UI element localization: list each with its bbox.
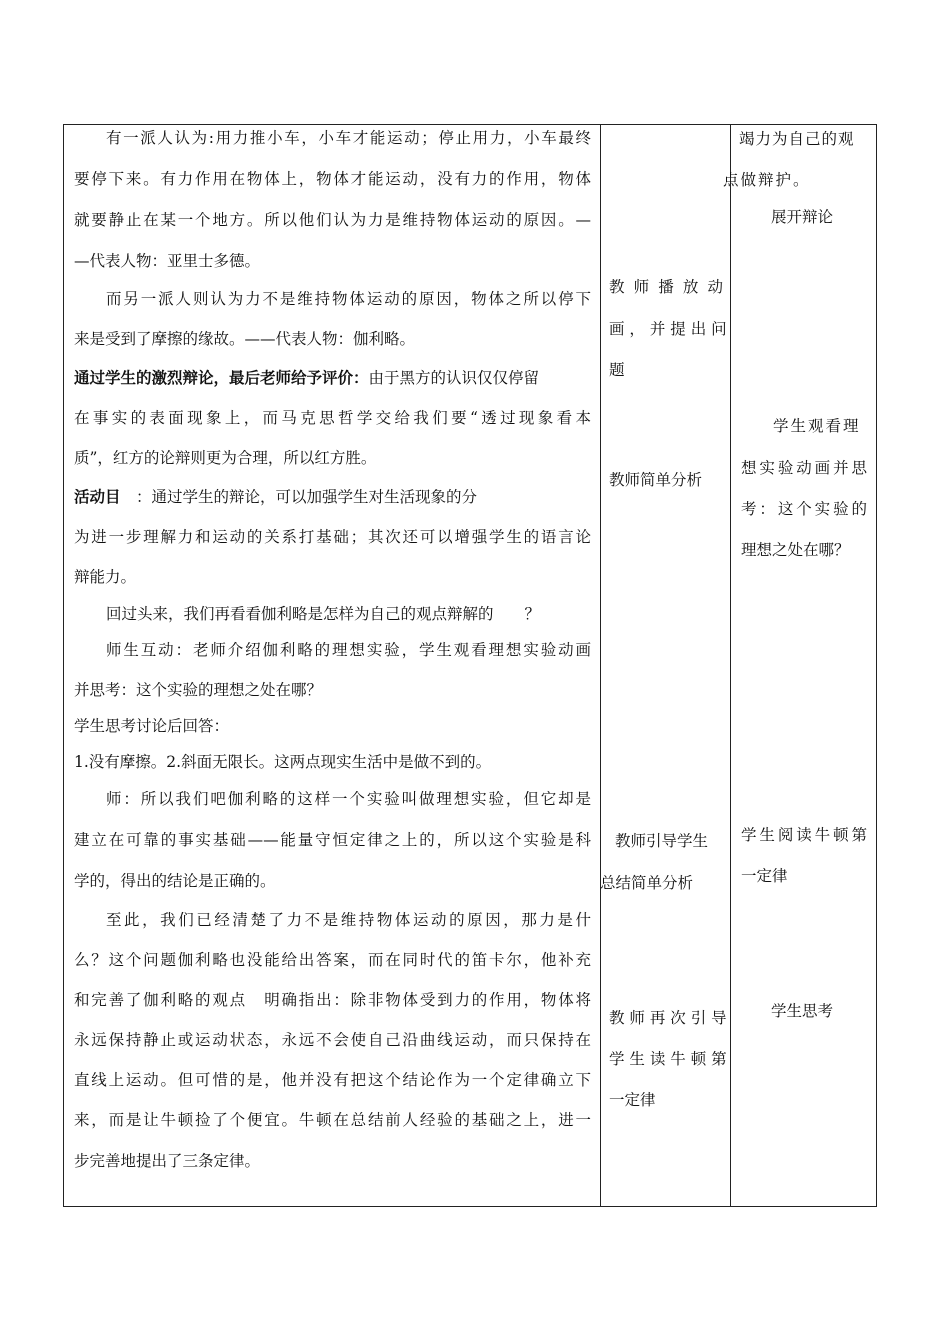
student-text-line: 理想之处在哪？ <box>741 541 850 559</box>
teacher-text-line: 一定律 <box>609 1091 656 1109</box>
main-text-line: 并思考：这个实验的理想之处在哪？ <box>74 681 323 699</box>
main-text-line: 么？这个问题伽利略也没能给出答案，而在同时代的笛卡尔，他补充 <box>74 951 591 969</box>
main-content-column <box>64 125 601 1206</box>
student-text-line: 考：这个实验的 <box>741 500 867 518</box>
lesson-plan-table <box>63 124 877 1207</box>
teacher-text-line: 教师简单分析 <box>609 471 703 489</box>
main-text-line: 回过头来，我们再看看伽利略是怎样为自己的观点辩解的 ？ <box>106 605 541 623</box>
main-text-line: 有一派人认为:用力推小车，小车才能运动；停止用力，小车最终 <box>106 129 591 147</box>
main-text-line: 辩能力。 <box>74 568 137 586</box>
main-text-span: ：通过学生的辩论，可以加强学生对生活现象的分 <box>136 488 478 506</box>
teacher-text-line: 画 ， 并 提 出 问 <box>609 320 727 338</box>
student-text-line: 学生阅读牛顿第 <box>741 826 867 844</box>
main-text-line: 而另一派人则认为力不是维持物体运动的原因，物体之所以停下 <box>106 290 591 308</box>
student-text-line: 一定律 <box>741 867 788 885</box>
main-text-line: 建立在可靠的事实基础——能量守恒定律之上的，所以这个实验是科 <box>74 831 591 849</box>
main-text-span: 由于黑方的认识仅仅停留 <box>368 369 540 387</box>
main-text-line: 步完善地提出了三条定律。 <box>74 1152 261 1170</box>
student-text-line: 想实验动画并思 <box>741 459 867 477</box>
main-text-line: 直线上运动。但可惜的是，他并没有把这个结论作为一个定律确立下 <box>74 1071 591 1089</box>
main-text-line: 要停下来。有力作用在物体上，物体才能运动，没有力的作用，物体 <box>74 170 591 188</box>
teacher-text-line: 总结简单分析 <box>600 874 694 892</box>
main-text-line: 来，而是让牛顿捡了个便宜。牛顿在总结前人经验的基础之上，进一 <box>74 1111 591 1129</box>
student-text-line: 竭力为自己的观 <box>739 130 855 148</box>
main-text-line: 学生思考讨论后回答： <box>74 717 230 735</box>
main-text-line: 至此，我们已经清楚了力不是维持物体运动的原因，那力是什 <box>106 911 591 929</box>
main-text-line: 为进一步理解力和运动的关系打基础；其次还可以增强学生的语言论 <box>74 528 591 546</box>
main-text-line: 和完善了伽利略的观点 明确指出：除非物体受到力的作用，物体将 <box>74 991 591 1009</box>
student-text-line: 学生观看理 <box>773 417 861 435</box>
student-text-line: 展开辩论 <box>771 208 834 226</box>
main-text-line: 来是受到了摩擦的缘故。——代表人物：伽利略。 <box>74 330 416 348</box>
main-text-line: 就要静止在某一个地方。所以他们认为力是维持物体运动的原因。— <box>74 211 591 229</box>
student-text-line: 学生思考 <box>771 1002 834 1020</box>
teacher-activity-column <box>601 125 731 1206</box>
main-text-line: 永远保持静止或运动状态，永远不会使自己沿曲线运动，而只保持在 <box>74 1031 591 1049</box>
main-text-line: 学的，得出的结论是正确的。 <box>74 872 276 890</box>
teacher-text-line: 教 师 再 次 引 导 <box>609 1009 727 1027</box>
main-text-line: 师：所以我们吧伽利略的这样一个实验叫做理想实验，但它却是 <box>106 790 591 808</box>
main-text-line <box>74 487 591 507</box>
main-text-line: 质”，红方的论辩则更为合理，所以红方胜。 <box>74 449 377 467</box>
main-text-line: 在事实的表面现象上，而马克思哲学交给我们要“透过现象看本 <box>74 409 591 427</box>
main-text-line <box>74 368 591 388</box>
teacher-text-line: 教师引导学生 <box>615 832 709 850</box>
main-text-line: —代表人物：亚里士多德。 <box>74 252 261 270</box>
student-activity-column <box>723 125 876 1206</box>
evaluation-heading: 通过学生的激烈辩论，最后老师给予评价： <box>74 368 369 387</box>
activity-purpose-heading: 活动目 <box>74 487 121 506</box>
teacher-text-line: 教 师 播 放 动 <box>609 278 723 296</box>
teacher-text-line: 学 生 读 牛 顿 第 <box>609 1050 727 1068</box>
teacher-text-line: 题 <box>609 361 625 379</box>
main-text-line: 1.没有摩擦。2.斜面无限长。这两点现实生活中是做不到的。 <box>74 753 492 771</box>
main-text-line: 师生互动：老师介绍伽利略的理想实验，学生观看理想实验动画 <box>106 641 591 659</box>
student-text-line: 点做辩护。 <box>723 171 811 189</box>
